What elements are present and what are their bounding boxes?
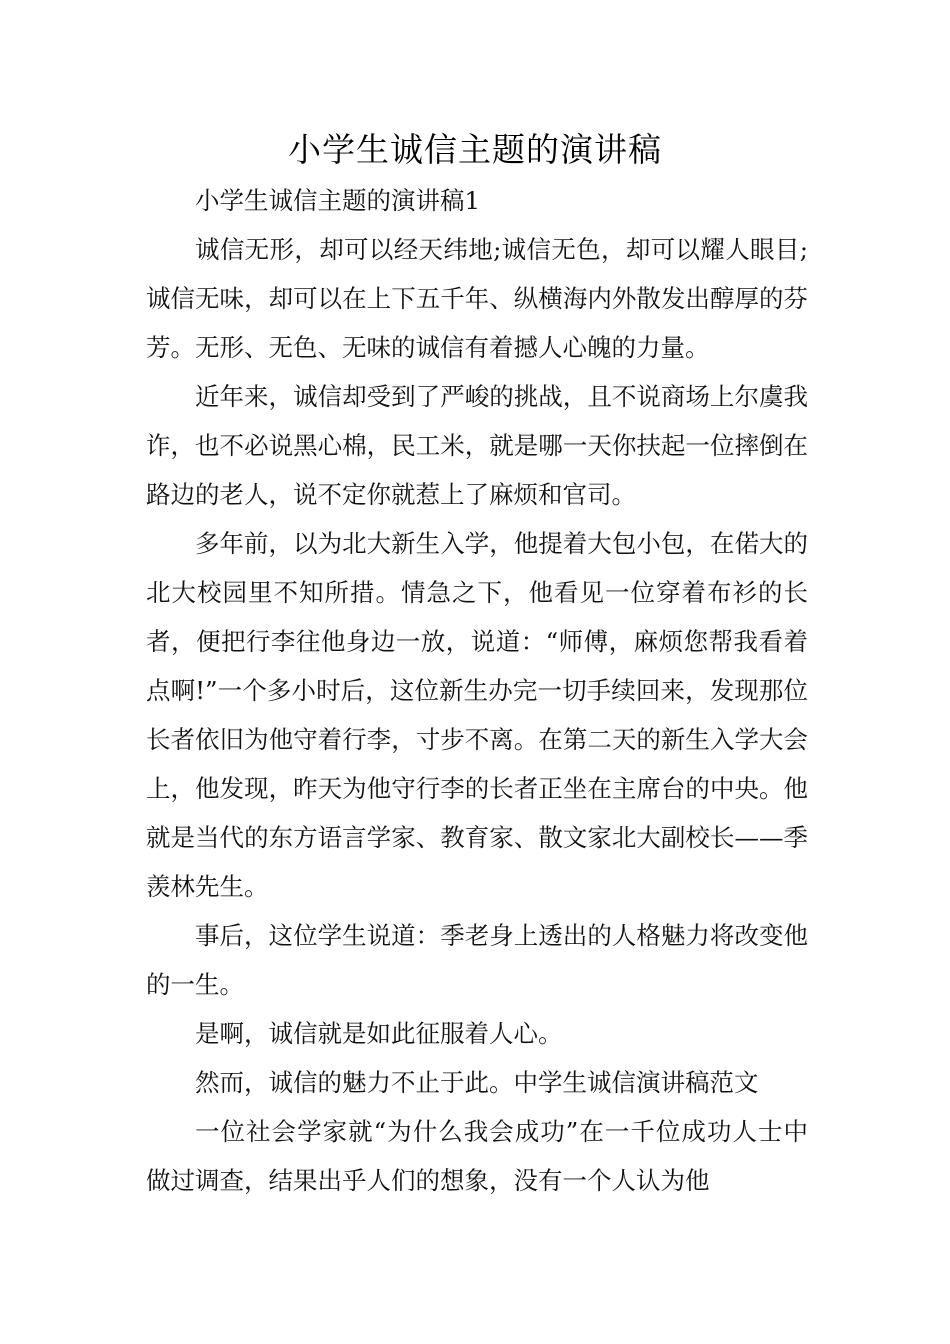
paragraph: 事后，这位学生说道：季老身上透出的人格魅力将改变他的一生。 [146,921,808,999]
paragraph: 多年前，以为北大新生入学，他提着大包小包，在偌大的北大校园里不知所措。情急之下，他看见一位穿着布衫的长者，便把行李往他身边一放，说道：“师傅，麻烦您帮我看着点啊!”一个多小时后，这位新生办完一切手续回来，发现那位长者依旧为他守着行李，寸步不离。在第二天的新生入学大会上，他发现，昨天为他守行李的长者正坐在主席台的中央。他就是当代的东方语言学家、教育家、散文家北大副校长——季羡林先生。 [146,529,808,901]
paragraph: 一位社会学家就“为什么我会成功”在一千位成功人士中做过调查，结果出乎人们的想象，没有一个人认为他 [146,1117,808,1195]
paragraph: 诚信无形，却可以经天纬地;诚信无色，却可以耀人眼目;诚信无味，却可以在上下五千年、纵横海内外散发出醇厚的芬芳。无形、无色、无味的诚信有着撼人心魄的力量。 [146,235,808,362]
document-body [146,176,808,1205]
paragraph: 然而，诚信的魅力不止于此。中学生诚信演讲稿范文 [195,1068,759,1097]
paragraph: 是啊，诚信就是如此征服着人心。 [195,1019,563,1048]
paragraph: 近年来，诚信却受到了严峻的挑战，且不说商场上尔虞我诈，也不必说黑心棉，民工米，就是哪一天你扶起一位摔倒在路边的老人，说不定你就惹上了麻烦和官司。 [146,382,808,509]
document-title: 小学生诚信主题的演讲稿 [288,130,662,169]
paragraph-subtitle: 小学生诚信主题的演讲稿1 [195,186,481,215]
